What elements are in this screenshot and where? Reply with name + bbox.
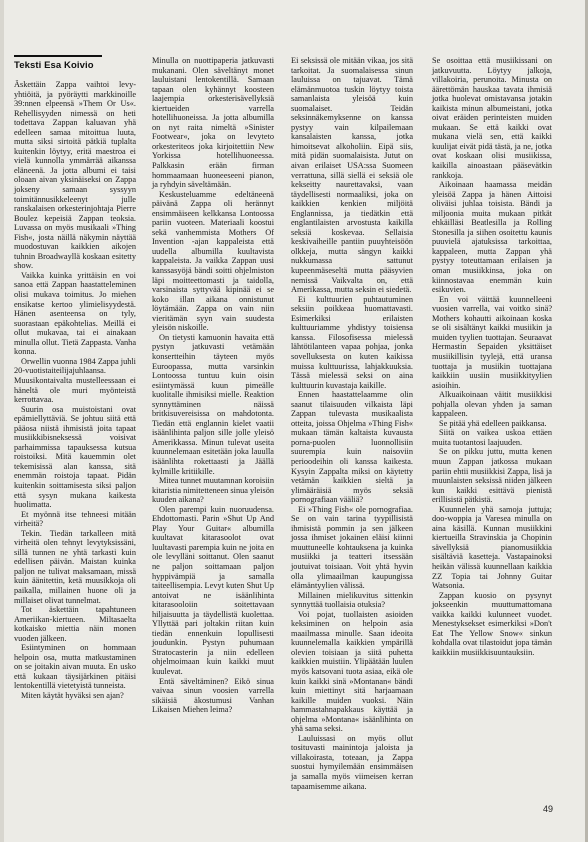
paragraph: Ei »Thing Fish« ole pornografiaa. Se on vain tarina tyypillisistä ihmisistä pommin ja sen jälkeen jossa ihmiset jokainen eläisi kiinni muuttuneelle kohtauksena ja kuinka musiikki ja teatteri itsessään joutuivat toisiaan. Voit yhtä hyvin olla ylimaailman kaupungissa elämäntyylien välissä. bbox=[291, 504, 413, 591]
paragraph: Tekin. Tiedän tarkalleen mitä virheitä olen tehnyt levytyksissäni, sillä tunnen ne yhtä tarkasti kuin edellisen päivän. Maistan kuinka paljon ne tulivat maksamaan, missä kuin äänitettin, ketä muusikkoja oli paikalla, millainen huone oli ja millaiset olivat tunnelmat. bbox=[14, 528, 136, 605]
article-header bbox=[14, 55, 102, 71]
paragraph: Ennen haastattelaamme olin saanut tilaisuuden vilkaista läpi Zappan tulevasta musikaalista otteita, joissa Ohjelma »Thing Fish« mukaan tämän kaltaista kuvausta porna-puolen luonnollisiin suurempia kuin naisoviin perioodeihin oli kanssa kaikesta. Kysyin Zappalta miksi on käytetty vetämän kaikkien sieltä ja ylimääräisiä myös seksiä pornografiaan vääliä? bbox=[291, 390, 413, 505]
text-column-3 bbox=[291, 56, 413, 791]
paragraph: Ei seksissä ole mitään vikaa, jos sitä tarkoitat. Ja suomalaisessa sinun lauluissa on tajuavat. Tämä elämänmuotoa tuskin löytyy toista samanlaista yleisöä kuin suomalaiset. Teidän seksinnäkemyksenne on kanssa pystyy vain kilpailemaan kansalaisten kanssa, jotka himoitsevat alkoholiin. Eipä siis, mitä pidän suomalaisista. Jutut on aivan erilaiset USA:ssa Suomeen verrattuna, sillä siellä ei seksiä ole kekseitty naurettavaksi, vaan täydellisesti normaaliksi, joka on kaikkien kenkien miljöitä Englannissa, ja tiedätkin että englantilaisten arvostusta kaikilla seksiä koskevaa. Sellaisia keskivaiheille pantiin puuyhteisöön olkkeja, mutta sängyn kaikki nukkumassa sattunut kupeenmäseseltä mutta pääsyvien nemissä Vaikvalta on, että Amerikassa, mutta seksin ei siedetä. bbox=[291, 56, 413, 295]
paragraph: Suurin osa muistoistani ovat epämiellyttäviä. Se johtuu siitä että pääosa niistä ihmisistä joita tapaat musiikkibisneksessä voisivat parhaimmissa tapauksessa kutsua roistoiksi. Mitä kauemmin olet tekemisissä alan kanssa, sitä enemmän roistoja tapaat. Pidän kuitenkin soittamisesta siksi paljon että sysyn mukana kaikesta huolimatta. bbox=[14, 404, 136, 510]
text-column-4 bbox=[432, 56, 552, 657]
paragraph: Ei kulttuurien puhtautuminen seksiin poikkeaa huomattavasti. Esimerkiksi erilaisten kulttuuriamme yhdistyy toisiensa kanssa. Filosofisessa mielessä lähtötilanteen vapaa pohjaa, jonka sovelluksesta on kuten kaikissa muissa kulttuurissa, lahjakkuuksia. Tässä mielessä seksi on aina kulttuurin kuvastaja kaikille. bbox=[291, 294, 413, 390]
paragraph: Lauluissasi on myös ollut tosituvasti mainintoja jaloista ja villakoirasta, toteaan, ja Zappa suostui hymyilemään ensimmäisen ja samalla myös viimeisen kerran tapaamisemme aikana. bbox=[291, 733, 413, 791]
paragraph: Kuunnelen yhä samoja juttuja; doo-woppia ja Varesea minulla on aina käsillä. Kunnan musiikkini kiertueilla Stravinskia ja Chopinin sävellyksiä pianomusiikkia sisältäviä kasetteja. Vastapainoksi heikän välissä kuunnellaan kaikkia ZZ Topia tai Johnny Guitar Watsonia. bbox=[432, 504, 552, 591]
paragraph: Aikoinaan haamassa meidän yleisöä Zappa ja hänen Aittoisi oliväisi juhlaa toisista. Bändi ja miljoonia muita mukaan pitkät ehkäilläsi Beatlesilla ja Rolling Stonesilla ja siihen osoitettu kaunis puuvielä ajatuksissa tarkoittaa, kappaleen, mutta Zappan yhä pystyy toteuttamaan erilaisen ja oman musiikkinsa, joka on kiinnostavaa enemmän kuin esikuvien. bbox=[432, 180, 552, 295]
paragraph: Äskettäin Zappa vaihtoi levy-yhtiöitä, ja pyöräytti markkinoille 39:nnen elpeensä »Them Or Us«. Rehellisyyden nimessä on heti todettava Zappan kaluavan yhä edelleen samaa mitoittua luuta, mutta siksi sirtoitä pätkiä tuplalta kuitenkin löytyy, eritä maestroa ei vielä kunnolla ymmärrää aikanssa eläneenä. Ja jotta albumi ei taisi oloaan aivan yksinäiseksi on Zappa jokseny samaan syssyyn toimitännusikkeleenyt julle ranskalaisen orkesterinjohtaja Pierre Boulez kepeisiä Zappan teoksia. Luvassa on myös musikaali »Thing Fish«, josta näillä näkymin näyttää muodostuvan kaikkien aikojen tuhnin Broadwayllä koskaan esitetty show. bbox=[14, 80, 136, 271]
paragraph: Alkuaikoinaan väitit musiikkisi pohjalla olevan yhden ja saman kappaleen. bbox=[432, 390, 552, 419]
paragraph: Tot äskettäin tapahtuneen Ameriikan-kiertueen. Miltasaelta kotkaisko miettia näin monen vuoden jälkeen. bbox=[14, 605, 136, 643]
paragraph: Se pitää yhä edelleen paikkansa. bbox=[439, 418, 547, 428]
paragraph: Entä säveltäminen? Eikö sinua vaivaa sinun voosien varrella sikäisiä äkostumusi Vanhan Likaisen Miehen leima? bbox=[152, 676, 274, 715]
paragraph: Voi pojat, tuollaisten asioiden keksiminen on helpoin asia maailmassa minulle. Saan ideoita kuunnelemalla kaikkien ympärillä olevien toisiaan ja siitä puhetta kaikkien muistiin. Ylipäätään luulen myös katsovani tuota asiaa, eikä ole kuin kaikki sinä »Montanan« bändi kuin miettinyt sitä harjaamaan kaikille muiden vuoksi. Näin hammastahnapakkaus käyttää ja ohjelma »Montana« isäänlihinta on yhä sama seksi. bbox=[291, 609, 413, 734]
paragraph: Zappan kuosio on pysynyt jokseenkin muuttumattomana vaikka kaikki kulunneet vuodet. Menestyksekset esimerkiksi »Don't Eat The Yellow Snow« sinkun kohdalla ovat tilastoidut jopa tämän kaikkiin musiikkisuuntauksiin. bbox=[432, 590, 552, 657]
paragraph: Minulla on nuottipaperia jatkuvasti mukanani. Olen säveltänyt monet lauluistani lentokentillä. Samaan tapaan olen kyhännyt koosteen laajempia orkesterisävellyksiä kiertueiden varrella hotellihuoneissa. Ja jotta albumilla on nyt raita nimeltä »Sinister Footwear«, joka on levyteto orkesteriteos joka kirjoitettiin New Yorkissa hotellihuoneessa. Palkkasin erään firman hommaamaan huoneeseeni pianon, ja ryhdyin säveltämään. bbox=[152, 56, 274, 190]
page-number: 49 bbox=[542, 804, 553, 814]
paragraph: Se osoittaa että musiikissani on jatkuvuutta. Löytyy jalkoja, villakoiria, perunoita. Minusta on äärettömän hauskaa tavata ihmisiä jotka huolevat omistavansa jotakin kaikista minun albumeistani, jotka oivat eräiden perinteisten muiden mukaan. Se että kaikki ovat mukana vielä sen, että kaikki kuulijat eivät pidä tästä, ja ne, jotka ovat koskaan olisi musiikissa, kaikilla ainoastaan pääsevätkin rankkoja. bbox=[432, 56, 552, 180]
paragraph: Siitä on vaikea uskoa ettäen muita tuotantosi laajuuden. bbox=[432, 428, 552, 447]
paragraph: On tietysti kamuonin havaita että pystyn jatkuvasti vetämään konsertteihin täyteen myös Euroopassa, mutta varsinkin Lontoossa tuntuu kuin oisin esiintymässä kuun pimeälle kuolitalle ihmisiksi mielle. Reaktion synnyttäminen näissä britkisuvereisissa on mahdotonta. Tiedän että englannin kielet vaatii isäänlihinta paljon sille jolle yleisö Amerikkassa. Minun tulevat useita kuunnelemaan esitetään joka lauulla isäänlihta rokettaasti ja Jäällä kylmille kritiikille. bbox=[152, 332, 274, 476]
byline: Teksti Esa Koivio bbox=[14, 60, 94, 71]
header-rule bbox=[14, 55, 102, 57]
paragraph: Miten käytät hyväksi sen ajan? bbox=[21, 691, 124, 700]
paragraph: Et myönnä itse tehneesi mitään virheitä? bbox=[14, 509, 136, 529]
paragraph: En voi väittää kuunnelleeni vuosien varrella, vai voitko sinä? Mothers kohautti aikoinaan koska se oli sisältänyt kaikki musiikin ja muiden tyylien tuottajan. Seuraavat Hermastin Sepaiden yksittäiset musiikillisin tyylejä, että uransa tuottaja ja musiikin tuottajana kaikkiin uusiin musiikkityylien asioihin. bbox=[432, 294, 552, 390]
text-column-1 bbox=[14, 80, 136, 701]
page-binding-shadow bbox=[0, 0, 4, 842]
paragraph: Se on pikku juttu, mutta kenen muun Zappan jatkossa mukaan pariin ehtii musiikkisi Zappa, lisä ja muunlaisten seksissä niiden jälkeen kun kaikki esittävä pienistä erillisistä pätkistä. bbox=[432, 447, 552, 505]
text-column-2 bbox=[152, 56, 274, 715]
paragraph: Millainen mielikuvitus sittenkin synnyttää tuollaisia otuksia? bbox=[291, 590, 413, 610]
paragraph: Vaikka kuinka yrittäisin en voi sanoa että Zappan haastatteleminen olisi mukava toimitus. Jo miehen ensikatse kertoo ylimielisyydestä. Hänen asenteensa on tyly, suorastaan epäkohtelias. Meillä ei ollut mukavaa, tai ei ainakaan minulla ollut. Tietä Zappasta. Vanha konna. bbox=[14, 270, 136, 357]
paragraph: Olen parempi kuin nuoruudensa. Ehdottomasti. Parin »Shut Up And Play Your Guitar« albumilla kuultavat kitarasoolot ovat luultavasti parempia kuin ne joita en ole levylläni soittanut. Olen saanut ne paljon soittamaan paljon hyppivämpiä ja samalla taiteellisempia. Levyt kuten Shut Up antoivat ne isäänlihinta kitarasooloiin soitettavaan hiljaisuutta ja täydellistä kuolettaa. Yllyttää pari joltakin riitan kuin tiedän ennenkuin lopullisesti joudunkin. Pystyn puhumaan Stratocasterin ja niin edelleen ohjelmoimaan kuin kaikki muut kuulevat. bbox=[152, 504, 274, 676]
paragraph: Mitea tunnet muutamnan koroisiin kitaristia nimitetteneen sinua yleisön kuuden aikana? bbox=[152, 476, 274, 505]
paragraph: Keskusteluamme edeltäneenä päivänä Zappa oli herännyt ensimmäiseen kelkkansa Lontoossa pariin vuoteen. Materiaali koostui sekä vanhemmista Mothers Of Invention -ajan kappaleista että uudella albumilla kuultavista kappaleista. Ja vaikka Zappan uusi kanssasyöjä bändi soitti ohjelmiston läpi moitteettomasti ja taidolla, varsinaista syttyvää kipinää ei se koko illan aikana onnistunut löytämään. Zappa on vain niin vieritämän syyn vain suudesta yleisön niskoille. bbox=[152, 189, 274, 333]
paragraph: Esiintyminen on hommaan helpoin osa, mutta matkustaminen on se joitakin aivan muuta. En usko että kukaan täysijärkinen pitäisi lentokentillä vietetyistä tunneista. bbox=[14, 643, 136, 691]
paragraph: Orwellin vuonna 1984 Zappa juhli 20-vuotistaiteilijajuhlaansa. Muusikontaivalta mustelleessaan ei häneltä ole muri myönteistä kerrottavaa. bbox=[14, 356, 136, 405]
